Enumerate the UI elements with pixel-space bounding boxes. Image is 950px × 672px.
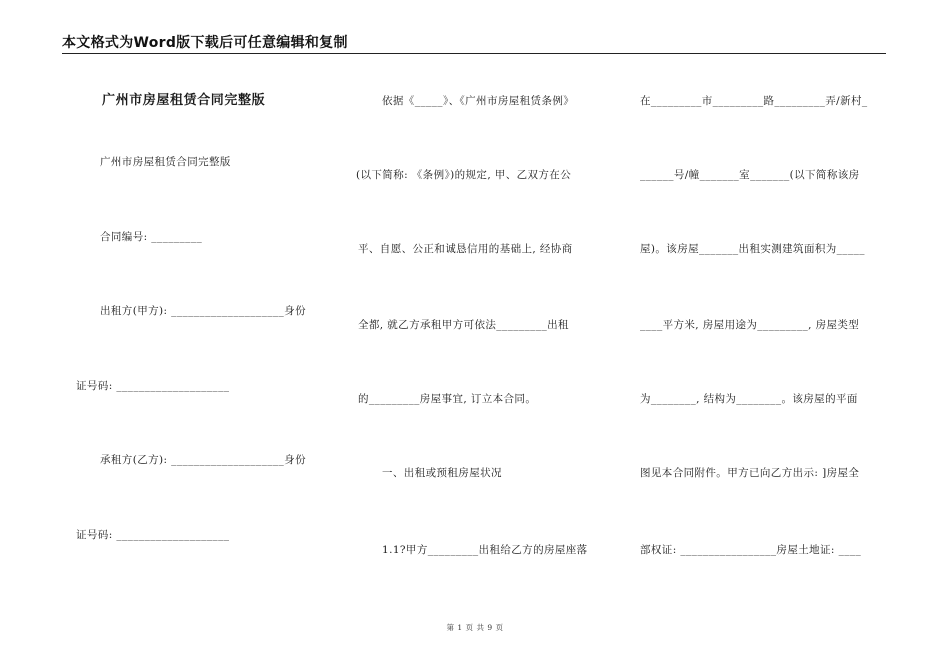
paragraph-line: 的_________房屋事宜, 订立本合同。 — [358, 393, 537, 405]
lessee-id-line: 证号码: ____________________ — [76, 529, 230, 541]
document-title: 广州市房屋租赁合同完整版 — [102, 93, 266, 108]
paragraph-line: 为________, 结构为________。该房屋的平面 — [640, 393, 858, 405]
paragraph-line: 1.1?甲方_________出租给乙方的房屋座落 — [382, 544, 588, 556]
lessee-line: 承租方(乙方): ____________________身份 — [100, 454, 306, 466]
section-heading: 一、出租或预租房屋状况 — [382, 467, 502, 479]
paragraph-line: ____平方米, 房屋用途为_________, 房屋类型 — [640, 319, 860, 331]
paragraph-line: 全都, 就乙方承租甲方可依法_________出租 — [358, 319, 569, 331]
paragraph-line: ______号/幢_______室_______(以下简称该房 — [640, 169, 860, 181]
page-number: 第 1 页 共 9 页 — [446, 623, 504, 632]
paragraph-line: (以下简称: 《条例》)的规定, 甲、乙双方在公 — [356, 169, 572, 181]
paragraph-line: 依据《_____》、《广州市房屋租赁条例》 — [382, 95, 575, 107]
paragraph-line: 部权证: _________________房屋土地证: ____ — [640, 544, 862, 556]
paragraph-line: 平、自愿、公正和诚恳信用的基础上, 经协商 — [358, 243, 573, 255]
paragraph-line: 在_________市_________路_________弄/新村_ — [640, 95, 868, 107]
paragraph-line: 屋)。该房屋_______出租实测建筑面积为_____ — [640, 243, 865, 255]
page-header: 本文格式为Word版下载后可任意编辑和复制 — [62, 34, 886, 54]
subtitle-line: 广州市房屋租赁合同完整版 — [100, 156, 231, 168]
contract-number-line: 合同编号: _________ — [100, 231, 203, 243]
paragraph-line: 图见本合同附件。甲方已向乙方出示: ]房屋全 — [640, 467, 860, 479]
lessor-line: 出租方(甲方): ____________________身份 — [100, 305, 306, 317]
lessor-id-line: 证号码: ____________________ — [76, 380, 230, 392]
